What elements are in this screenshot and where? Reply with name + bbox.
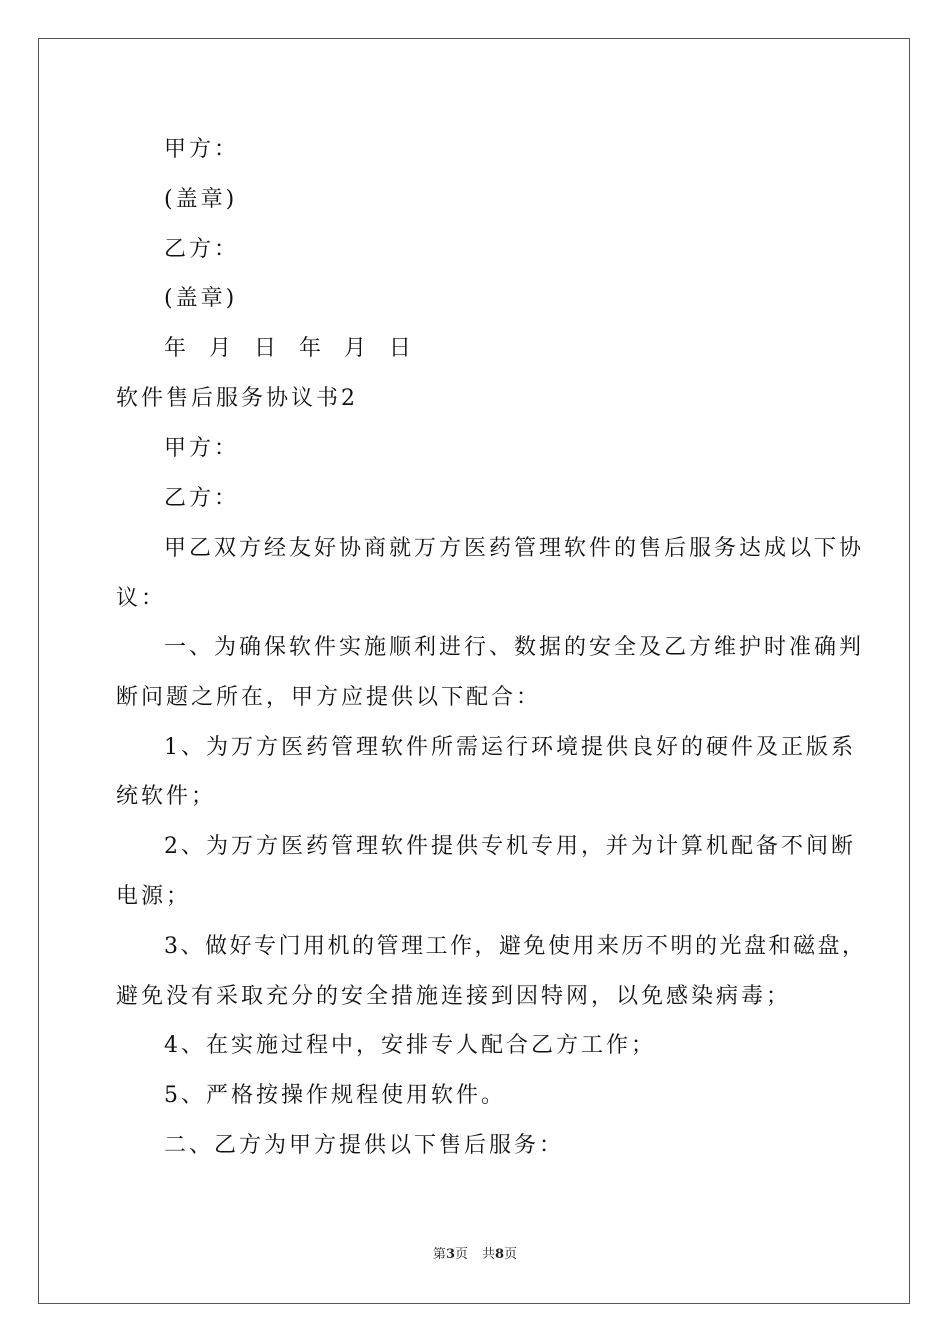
total-suffix: 页 bbox=[504, 1247, 518, 1262]
list-item-line: 统软件； bbox=[116, 784, 217, 809]
page-footer bbox=[0, 1246, 950, 1264]
section-title: 软件售后服务协议书2 bbox=[116, 386, 358, 411]
list-item-line: 1、为万方医药管理软件所需运行环境提供良好的硬件及正版系 bbox=[164, 735, 856, 760]
paragraph-line: 二、乙方为甲方提供以下售后服务： bbox=[164, 1133, 565, 1158]
total-pages: 8 bbox=[495, 1247, 505, 1262]
seal-placeholder: (盖章) bbox=[164, 187, 238, 212]
list-item-line: 3、做好专门用机的管理工作，避免使用来历不明的光盘和磁盘， bbox=[164, 934, 867, 959]
page-prefix: 第 bbox=[432, 1247, 446, 1262]
list-item-line: 2、为万方医药管理软件提供专机专用，并为计算机配备不间断 bbox=[164, 834, 856, 859]
total-prefix: 共 bbox=[482, 1247, 496, 1262]
paragraph-line: 断问题之所在，甲方应提供以下配合： bbox=[116, 685, 542, 710]
seal-placeholder: (盖章) bbox=[164, 286, 238, 311]
party-b-label: 乙方： bbox=[164, 237, 240, 262]
date-line: 年 月 日 年 月 日 bbox=[164, 336, 414, 361]
list-item-line: 避免没有采取充分的安全措施连接到因特网，以免感染病毒； bbox=[116, 984, 792, 1009]
paragraph-line: 甲乙双方经友好协商就万方医药管理软件的售后服务达成以下协 bbox=[164, 536, 865, 561]
paragraph-line: 议： bbox=[116, 586, 167, 611]
list-item-line: 5、严格按操作规程使用软件。 bbox=[164, 1083, 506, 1108]
page-number: 3 bbox=[445, 1247, 455, 1262]
list-item-line: 4、在实施过程中，安排专人配合乙方工作； bbox=[164, 1033, 656, 1058]
party-b-label: 乙方： bbox=[164, 486, 240, 511]
party-a-label: 甲方： bbox=[164, 436, 240, 461]
party-a-label: 甲方： bbox=[164, 137, 240, 162]
list-item-line: 电源； bbox=[116, 884, 192, 909]
page-suffix: 页 bbox=[454, 1247, 468, 1262]
page-border bbox=[38, 38, 910, 1304]
paragraph-line: 一、为确保软件实施顺利进行、数据的安全及乙方维护时准确判 bbox=[164, 635, 865, 660]
